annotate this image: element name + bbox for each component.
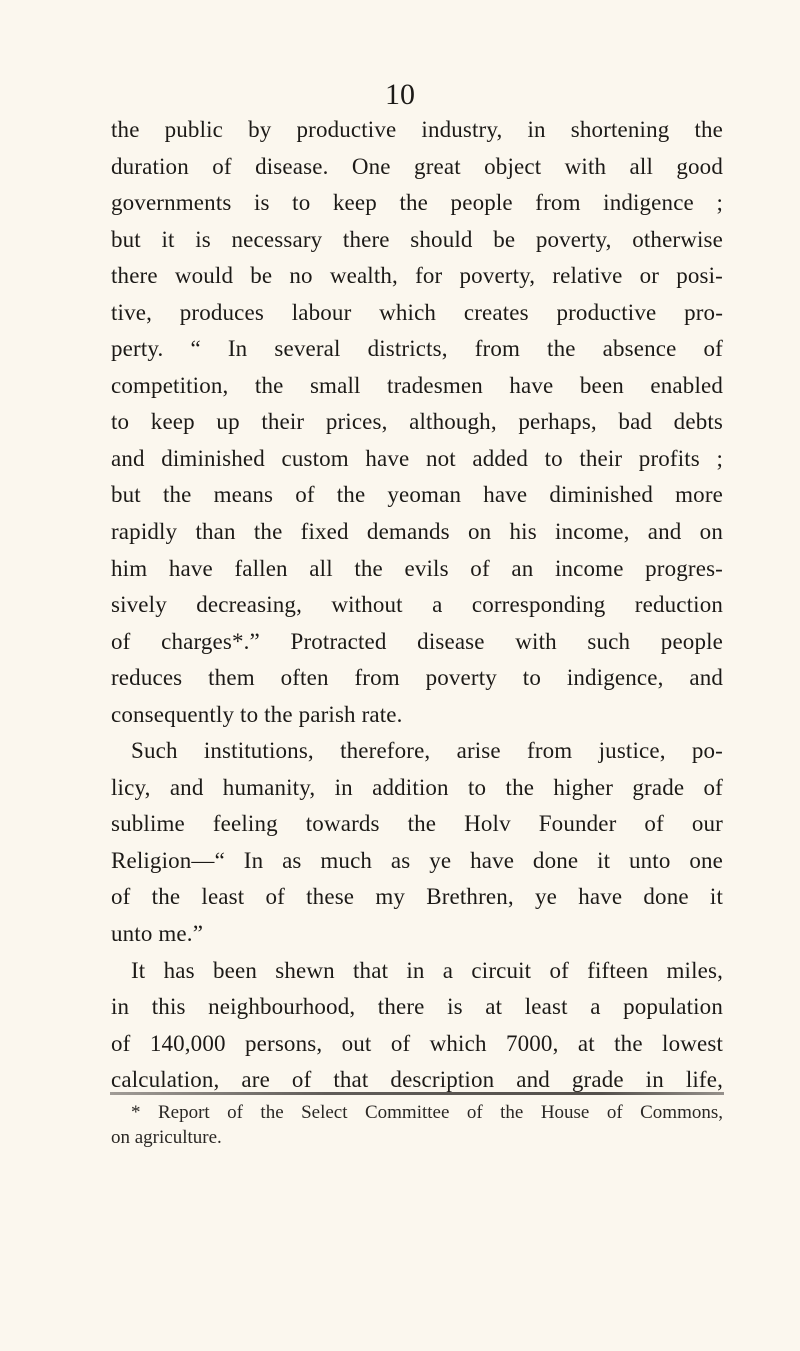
text-line: competition, the small tradesmen have been enabled (111, 372, 723, 398)
text-line: perty. “ In several districts, from the absence of (111, 336, 723, 362)
text-line: rapidly than the fixed demands on his income, and on (111, 519, 723, 545)
text-line: in this neighbourhood, there is at least a population (111, 994, 723, 1020)
footnote-line: * Report of the Select Committee of the House of Commons, (131, 1102, 723, 1123)
paragraph-start-line: Such institutions, therefore, arise from justice, po- (131, 738, 723, 764)
text-line: of the least of these my Brethren, ye have done it (111, 884, 723, 910)
text-line: to keep up their prices, although, perhaps, bad debts (111, 409, 723, 435)
text-line: but the means of the yeoman have diminished more (111, 482, 723, 508)
text-line: of 140,000 persons, out of which 7000, at the lowest (111, 1030, 723, 1056)
paragraph-start-line: It has been shewn that in a circuit of fifteen miles, (131, 957, 723, 983)
text-line: governments is to keep the people from indigence ; (111, 190, 723, 216)
text-line: reduces them often from poverty to indigence, and (111, 665, 723, 691)
footnote-line: on agriculture. (111, 1127, 222, 1148)
text-line: and diminished custom have not added to their profits ; (111, 445, 723, 471)
text-line: the public by productive industry, in shortening the (111, 117, 723, 142)
page-number: 10 (385, 78, 415, 111)
footnote (111, 1100, 723, 1150)
text-line: licy, and humanity, in addition to the higher grade of (111, 774, 723, 800)
text-line: tive, produces labour which creates productive pro- (111, 299, 723, 325)
body-text (111, 112, 723, 1099)
text-line: duration of disease. One great object with all good (111, 153, 723, 179)
text-line: there would be no wealth, for poverty, relative or posi- (111, 263, 723, 289)
text-line: consequently to the parish rate. (111, 701, 403, 727)
text-line: unto me.” (111, 921, 204, 947)
text-line: him have fallen all the evils of an income progres- (111, 555, 723, 581)
text-line: sublime feeling towards the Holv Founder of our (111, 811, 723, 837)
text-line: sively decreasing, without a corresponding reduction (111, 592, 723, 618)
text-line: but it is necessary there should be poverty, otherwise (111, 226, 723, 252)
text-line: calculation, are of that description and grade in life, (111, 1067, 723, 1093)
text-line: Religion—“ In as much as ye have done it unto one (111, 847, 723, 873)
text-line: of charges*.” Protracted disease with such people (111, 628, 723, 654)
footnote-divider (110, 1092, 724, 1095)
